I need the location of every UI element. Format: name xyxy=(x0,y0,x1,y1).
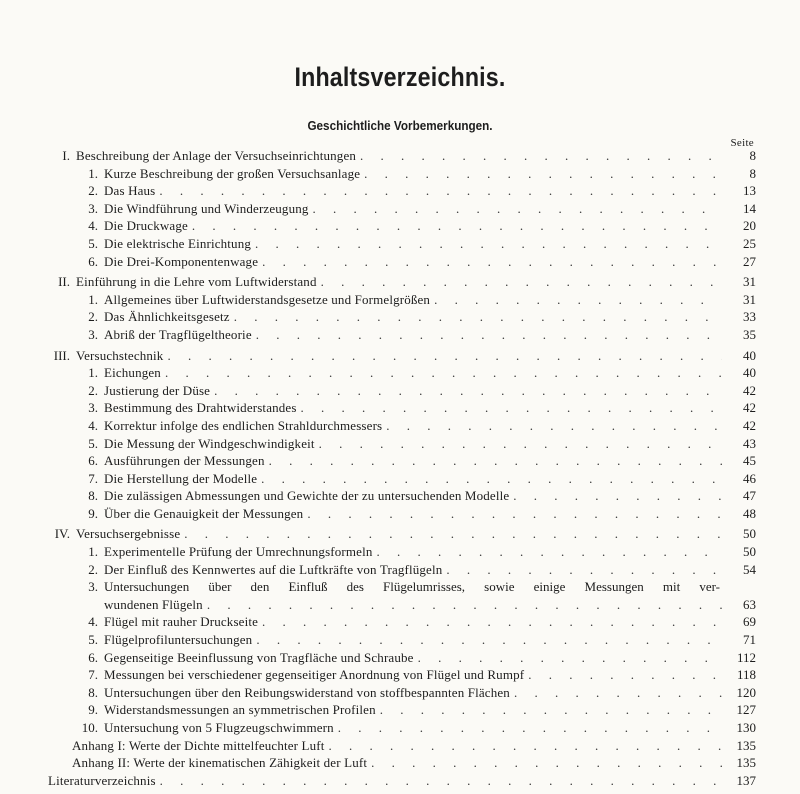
entry-title: Untersuchungen über den Reibungswiderstand von stoffbespannten Flächen xyxy=(104,684,510,700)
entry-title: Untersuchung von 5 Flugzeugschwimmern xyxy=(104,720,334,735)
toc-entry[interactable] xyxy=(48,650,756,668)
page-number: 71 xyxy=(743,632,756,648)
entry-title: Das Ähnlichkeitsgesetz xyxy=(104,309,230,325)
entry-number: 2. xyxy=(88,183,98,199)
page-number: 118 xyxy=(736,667,756,683)
entry-number: 1. xyxy=(88,365,98,381)
leader-dots xyxy=(214,383,722,399)
entry-title: Allgemeines über Luftwiderstandsgesetze und Formelgrößen xyxy=(104,291,431,307)
toc-entry[interactable] xyxy=(48,702,756,720)
entry-number: 1. xyxy=(88,291,98,307)
toc-entry[interactable] xyxy=(48,685,756,703)
entry-title: Die Herstellung der Modelle xyxy=(104,470,258,486)
leader-dots xyxy=(418,650,722,666)
toc-entry[interactable] xyxy=(48,436,756,454)
entry-number: 6. xyxy=(88,453,98,469)
page-number: 13 xyxy=(743,183,756,199)
leader-dots xyxy=(313,201,722,217)
leader-dots xyxy=(307,506,722,522)
page-number: 135 xyxy=(736,737,756,753)
page-number: 8 xyxy=(749,148,756,163)
page-number: 42 xyxy=(743,400,756,416)
page-number: 40 xyxy=(743,347,756,363)
leader-dots xyxy=(256,327,722,343)
page-number: 35 xyxy=(743,326,756,342)
appendix-title: Anhang II: Werte der kinematischen Zähigkeit der Luft xyxy=(72,755,368,771)
toc-entry[interactable] xyxy=(48,471,756,489)
leader-dots xyxy=(329,738,722,754)
entry-number: 8. xyxy=(88,684,98,700)
entry-title: Die Messung der Windgeschwindigkeit xyxy=(104,435,315,451)
leader-dots xyxy=(338,720,722,736)
entry-title: Widerstandsmessungen an symmetrischen Profilen xyxy=(104,702,376,718)
entry-title: Gegenseitige Beeinflussung von Tragfläche und Schraube xyxy=(104,649,414,665)
leader-dots xyxy=(386,418,722,434)
page-number: 40 xyxy=(743,365,756,381)
entry-title: Die elektrische Einrichtung xyxy=(104,235,251,251)
page-number: 20 xyxy=(743,218,756,234)
toc-entry[interactable] xyxy=(48,309,756,327)
leader-dots xyxy=(376,544,722,560)
entry-number: 8. xyxy=(88,488,98,504)
entry-title: Eichungen xyxy=(104,365,161,381)
leader-dots xyxy=(364,166,722,182)
entry-number: 10. xyxy=(81,720,98,735)
leader-dots xyxy=(184,526,722,542)
entry-title: Flügel mit rauher Druckseite xyxy=(104,614,259,630)
toc-section-iii[interactable] xyxy=(48,348,756,366)
page-number: 112 xyxy=(736,649,756,665)
page-number: 47 xyxy=(743,488,756,504)
leader-dots xyxy=(269,453,722,469)
leader-dots xyxy=(446,562,722,578)
toc-literature[interactable] xyxy=(48,773,756,791)
leader-dots xyxy=(513,488,722,504)
page-number: 25 xyxy=(743,235,756,251)
page-number: 63 xyxy=(743,596,756,612)
leader-dots xyxy=(301,400,722,416)
toc-entry[interactable] xyxy=(48,254,756,272)
entry-title: Experimentelle Prüfung der Umrechnungsformeln xyxy=(104,544,373,560)
toc-entry[interactable] xyxy=(48,400,756,418)
toc-entry-line-1[interactable] xyxy=(48,579,756,597)
leader-dots xyxy=(167,348,722,364)
page-number: 42 xyxy=(743,382,756,398)
entry-title: Über die Genauigkeit der Messungen xyxy=(104,505,304,521)
entry-number: 2. xyxy=(88,309,98,325)
page-number: 130 xyxy=(736,720,756,735)
page-number: 27 xyxy=(743,253,756,269)
page-number: 50 xyxy=(743,526,756,542)
toc-section-i[interactable] xyxy=(48,148,756,166)
section-title: Versuchstechnik xyxy=(76,347,164,363)
entry-number: 9. xyxy=(88,702,98,718)
toc-entry[interactable] xyxy=(48,183,756,201)
toc-appendix-2[interactable] xyxy=(48,755,756,773)
appendix-title: Anhang I: Werte der Dichte mittelfeuchter Luft xyxy=(72,737,325,753)
leader-dots xyxy=(207,597,722,613)
entry-number: 4. xyxy=(88,417,98,433)
toc-entry[interactable] xyxy=(48,236,756,254)
leader-dots xyxy=(160,773,722,789)
toc-entry[interactable] xyxy=(48,418,756,436)
toc-entry[interactable] xyxy=(48,632,756,650)
entry-number: 3. xyxy=(88,579,98,595)
page-title: Inhaltsverzeichnis. xyxy=(294,62,506,92)
entry-title: Justierung der Düse xyxy=(104,382,211,398)
toc-entry[interactable] xyxy=(48,614,756,632)
literature-title: Literaturverzeichnis xyxy=(48,772,156,788)
section-number: III. xyxy=(53,347,70,363)
page-number: 43 xyxy=(743,435,756,451)
section-number: IV. xyxy=(54,526,70,542)
entry-title: Bestimmung des Drahtwiderstandes xyxy=(104,400,297,416)
toc-appendix-1[interactable] xyxy=(48,738,756,756)
entry-number: 4. xyxy=(88,614,98,630)
entry-title: Das Haus xyxy=(104,183,156,199)
toc-entry[interactable] xyxy=(48,201,756,219)
leader-dots xyxy=(192,218,722,234)
entry-title: Die Drei-Komponentenwage xyxy=(104,253,259,269)
toc-entry[interactable] xyxy=(48,292,756,310)
leader-dots xyxy=(514,685,722,701)
leader-dots xyxy=(255,236,722,252)
entry-title: Der Einfluß des Kennwertes auf die Luftkräfte von Tragflügeln xyxy=(104,561,443,577)
entry-number: 5. xyxy=(88,435,98,451)
entry-title: Messungen bei verschiedener gegenseitiger Anordnung von Flügel und Rumpf xyxy=(104,667,525,683)
toc-entry[interactable] xyxy=(48,327,756,345)
page-number: 137 xyxy=(736,772,756,788)
toc-entry[interactable] xyxy=(48,453,756,471)
page-number: 69 xyxy=(743,614,756,630)
leader-dots xyxy=(165,365,722,381)
leader-dots xyxy=(262,614,722,630)
leader-dots xyxy=(159,183,722,199)
entry-number: 2. xyxy=(88,561,98,577)
entry-number: 4. xyxy=(88,218,98,234)
entry-title: wundenen Flügeln xyxy=(104,596,203,612)
page-number: 8 xyxy=(749,165,756,181)
entry-title: Kurze Beschreibung der großen Versuchsanlage xyxy=(104,165,361,181)
section-number: II. xyxy=(58,274,70,290)
page-number: 46 xyxy=(743,470,756,486)
leader-dots xyxy=(234,309,722,325)
section-subtitle: Geschichtliche Vorbemerkungen. xyxy=(307,118,493,133)
entry-title-line-1: Untersuchungen über den Einfluß des Flügelumrisses, sowie einige Messungen mit ver- xyxy=(104,579,720,595)
leader-dots xyxy=(319,436,722,452)
entry-number: 7. xyxy=(88,470,98,486)
toc-entry[interactable] xyxy=(48,562,756,580)
page-number: 54 xyxy=(743,561,756,577)
entry-title: Korrektur infolge des endlichen Strahldurchmessers xyxy=(104,417,383,433)
leader-dots xyxy=(360,148,722,164)
toc-entry[interactable] xyxy=(48,365,756,383)
toc-entry[interactable] xyxy=(48,720,756,738)
toc-entry[interactable] xyxy=(48,506,756,524)
leader-dots xyxy=(321,274,722,290)
entry-number: 3. xyxy=(88,400,98,416)
entry-number: 6. xyxy=(88,253,98,269)
leader-dots xyxy=(528,667,722,683)
page-number: 31 xyxy=(743,291,756,307)
toc-entry[interactable] xyxy=(48,667,756,685)
entry-title: Flügelprofiluntersuchungen xyxy=(104,632,253,648)
leader-dots xyxy=(380,702,722,718)
toc-entry[interactable] xyxy=(48,166,756,184)
entry-number: 1. xyxy=(88,165,98,181)
section-number: I. xyxy=(62,148,70,163)
page-number: 33 xyxy=(743,309,756,325)
toc-entry[interactable] xyxy=(48,544,756,562)
entry-number: 5. xyxy=(88,235,98,251)
entry-number: 3. xyxy=(88,200,98,216)
page-number: 48 xyxy=(743,505,756,521)
toc-section-ii[interactable] xyxy=(48,274,756,292)
entry-title: Abriß der Tragflügeltheorie xyxy=(104,326,252,342)
leader-dots xyxy=(256,632,722,648)
leader-dots xyxy=(434,292,722,308)
toc-entry-continuation[interactable] xyxy=(48,597,756,615)
page-number: 14 xyxy=(743,200,756,216)
page-column-label: Seite xyxy=(730,137,754,149)
page-number: 120 xyxy=(736,684,756,700)
leader-dots xyxy=(371,755,722,771)
toc-entry[interactable] xyxy=(48,488,756,506)
page-number: 42 xyxy=(743,417,756,433)
entry-number: 9. xyxy=(88,505,98,521)
entry-title: Die Windführung und Winderzeugung xyxy=(104,200,309,216)
section-title: Beschreibung der Anlage der Versuchseinrichtungen xyxy=(76,148,357,163)
entry-title: Die Druckwage xyxy=(104,218,188,234)
page-number: 31 xyxy=(743,274,756,290)
entry-number: 2. xyxy=(88,382,98,398)
toc-entry[interactable] xyxy=(48,218,756,236)
entry-title: Ausführungen der Messungen xyxy=(104,453,265,469)
page-number: 127 xyxy=(736,702,756,718)
page-number: 50 xyxy=(743,544,756,560)
toc-entry[interactable] xyxy=(48,383,756,401)
section-title: Einführung in die Lehre vom Luftwiderstand xyxy=(76,274,317,290)
section-title: Versuchsergebnisse xyxy=(76,526,181,542)
table-of-contents xyxy=(48,148,756,790)
page-number: 45 xyxy=(743,453,756,469)
entry-number: 5. xyxy=(88,632,98,648)
toc-section-iv[interactable] xyxy=(48,526,756,544)
entry-number: 7. xyxy=(88,667,98,683)
leader-dots xyxy=(261,471,722,487)
leader-dots xyxy=(262,254,722,270)
entry-number: 3. xyxy=(88,326,98,342)
entry-title: Die zulässigen Abmessungen und Gewichte der zu untersuchenden Modelle xyxy=(104,488,510,504)
entry-number: 1. xyxy=(88,544,98,560)
entry-number: 6. xyxy=(88,649,98,665)
page-number: 135 xyxy=(736,755,756,771)
